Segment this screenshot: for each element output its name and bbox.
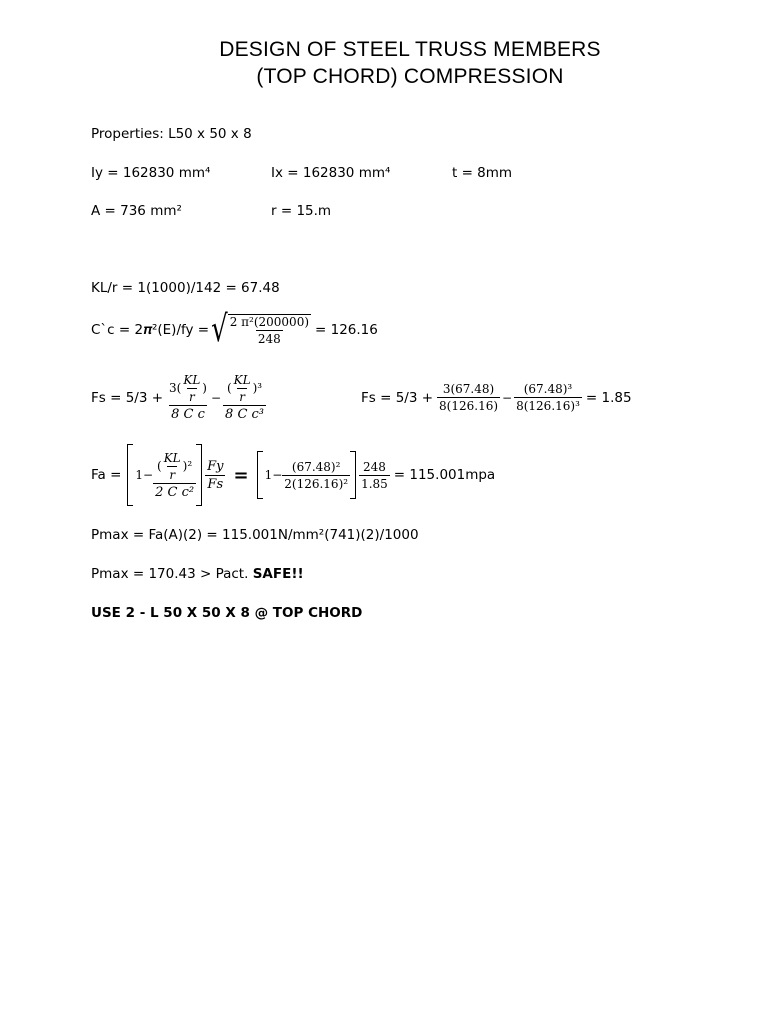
fa-numeric-fraction: $\frac{\text{(67.48)²}}{\text{2(126.16)²}}$ — [284, 459, 349, 491]
fy-over-fs-numeric: $\frac{248}{1.85}$ — [361, 459, 388, 491]
page-title-line2: (TOP CHORD) COMPRESSION — [256, 65, 564, 88]
cc-lhs: C`c = 2𝝅²(E)/fy = — [91, 322, 210, 338]
kl-over-r: $\frac{KL}{r}$ — [183, 373, 201, 404]
fs-numeric-equation: Fs = 5/3 + $\frac{3(67.48)}{8(126.16)}$ − $\frac{\text{(67.48)³}}{\text{8(126.16)³}}$ = 1.85 — [361, 382, 632, 413]
fa-general-fraction: ( $\frac{KL}{r}$ )² 2 C c² — [155, 450, 195, 500]
safe-label: SAFE!! — [252, 566, 304, 582]
fs-result: = 1.85 — [585, 389, 632, 406]
property-r: r = 15.m — [271, 203, 332, 219]
fs-term2: ( $\frac{KL}{r}$ )³ 8 C c³ — [225, 373, 265, 422]
properties-label: Properties: L50 x 50 x 8 — [91, 126, 252, 142]
fs-lhs: Fs = 5/3 + — [91, 389, 164, 406]
property-ix: Ix = 162830 mm⁴ — [271, 165, 391, 181]
cc-result: = 126.16 — [315, 322, 378, 338]
fs-numeric-term1: $\frac{3(67.48)}{8(126.16)}$ — [439, 382, 499, 413]
kl-over-r: $\frac{KL}{r}$ — [163, 450, 181, 482]
cc-numerator: 2 π²(200000) — [229, 315, 310, 329]
design-conclusion: USE 2 - L 50 X 50 X 8 @ TOP CHORD — [91, 605, 363, 621]
fs-general-equation: Fs = 5/3 + 3( $\frac{KL}{r}$ ) 8 C c − ( $\frac{KL}{r}$ )³ 8 C c³ — [91, 373, 265, 422]
fs-term2-den: 8 C c³ — [225, 407, 265, 422]
cc-equation — [91, 309, 378, 351]
fs-numeric-term2: $\frac{\text{(67.48)³}}{\text{8(126.16)³}}$ — [516, 382, 580, 413]
property-t: t = 8mm — [452, 165, 513, 181]
slenderness-ratio: KL/r = 1(1000)/142 = 67.48 — [91, 280, 280, 296]
property-a: A = 736 mm² — [91, 203, 182, 219]
left-bracket-icon — [127, 444, 133, 506]
pmax-equation: Pmax = Fa(A)(2) = 115.001N/mm²(741)(2)/1000 — [91, 527, 419, 543]
fa-lhs: Fa = — [91, 467, 122, 483]
fy-over-fs: $\frac{Fy}{Fs}$ — [207, 458, 224, 492]
sqrt-icon: √ — [211, 309, 228, 351]
fs-term1-den: 8 C c — [171, 407, 205, 422]
fs-term1: 3( $\frac{KL}{r}$ ) 8 C c — [169, 373, 207, 422]
cc-denominator: 248 — [257, 332, 281, 346]
fa-result: = 115.001mpa — [393, 467, 496, 483]
fa-equation: Fa = 1− ( $\frac{KL}{r}$ )² 2 C c² $\frac{Fy}{Fs}$ = 1− $\frac{\text{(67.48)²}}{\text{2(126.16)²}}$ $\frac{248}{1.85}$ = 115.001mpa — [91, 444, 495, 506]
kl-over-r: $\frac{KL}{r}$ — [233, 373, 251, 404]
page-title-line1: DESIGN OF STEEL TRUSS MEMBERS — [219, 38, 601, 61]
property-iy: Iy = 162830 mm⁴ — [91, 165, 211, 181]
cc-fraction — [228, 314, 311, 346]
left-bracket-icon — [257, 451, 263, 499]
fs-numeric-lhs: Fs = 5/3 + — [361, 389, 434, 406]
right-bracket-icon — [196, 444, 202, 506]
pmax-check: Pmax = 170.43 > Pact. SAFE!! — [91, 566, 304, 582]
right-bracket-icon — [350, 451, 356, 499]
